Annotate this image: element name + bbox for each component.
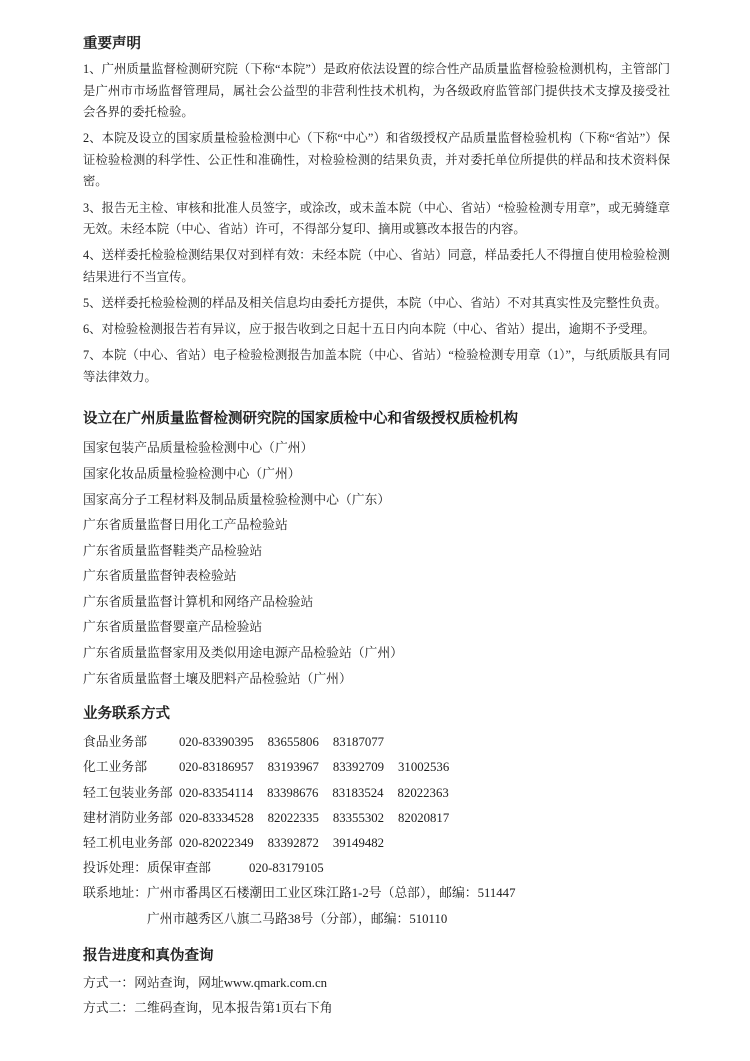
- contact-row: [83, 781, 670, 806]
- institution-item: 广东省质量监督日用化工产品检验站: [83, 518, 288, 533]
- phone-number: 82020817: [398, 810, 450, 825]
- institution-item: 广东省质量监督家用及类似用途电源产品检验站（广州）: [83, 646, 403, 661]
- institution-item: 国家高分子工程材料及制品质量检验检测中心（广东）: [83, 492, 391, 507]
- institution-item: 广东省质量监督土壤及肥料产品检验站（广州）: [83, 671, 352, 686]
- department-name: 化工业务部: [83, 760, 147, 775]
- report-query-heading: 报告进度和真伪查询: [83, 947, 214, 964]
- report-query-section: [83, 948, 670, 1021]
- statement-item: 5、送样委托检验检测的样品及相关信息均由委托方提供，本院（中心、省站）不对其真实性及完整性负责。: [83, 295, 668, 310]
- statement-item: 2、本院及设立的国家质量检验检测中心（下称“中心”）和省级授权产品质量监督检验机构（下称“省站”）保证检验检测的科学性、公正性和准确性，对检验检测的结果负责，并对委托单位所提供的样品和技术资料保密。: [83, 131, 670, 189]
- complaint-department: 质保审查部: [146, 861, 211, 876]
- phone-number-group: [179, 806, 463, 831]
- department-name: 建材消防业务部: [83, 810, 173, 825]
- phone-number: 83398676: [267, 785, 319, 800]
- department-name: 轻工包装业务部: [83, 785, 173, 800]
- query-method-item: 方式一：网站查询，网址www.qmark.com.cn: [83, 975, 328, 990]
- complaint-phone: 020-83179105: [248, 861, 324, 876]
- query-method-item: 方式二：二维码查询，见本报告第1页右下角: [83, 1001, 333, 1016]
- statement-list: [83, 59, 670, 388]
- institution-item: 广东省质量监督钟表检验站: [83, 569, 237, 584]
- institutions-section: [83, 411, 670, 692]
- department-name: 轻工机电业务部: [83, 836, 173, 851]
- address-row: [83, 881, 670, 931]
- phone-number: 83193967: [267, 760, 319, 775]
- phone-number: 020-83390395: [179, 735, 254, 750]
- phone-number: 020-82022349: [179, 836, 254, 851]
- phone-number-group: [179, 781, 463, 806]
- address-line: 广州市越秀区八旗二马路38号（分部），邮编：510110: [146, 911, 448, 926]
- phone-number: 82022335: [267, 810, 319, 825]
- phone-number-group: [179, 831, 398, 856]
- phone-number: 39149482: [332, 836, 385, 851]
- contact-row: [83, 755, 670, 780]
- statement-item: 3、报告无主检、审核和批准人员签字，或涂改，或未盖本院（中心、省站）“检验检测专用章”，或无骑缝章无效。未经本院（中心、省站）许可，不得部分复印、摘用或篡改本报告的内容。: [83, 200, 670, 237]
- phone-number-group: [179, 730, 398, 755]
- institution-item: 国家化妆品质量检验检测中心（广州）: [83, 466, 301, 481]
- phone-number: 020-83186957: [179, 760, 254, 775]
- statement-item: 6、对检验检测报告若有异议，应于报告收到之日起十五日内向本院（中心、省站）提出，逾期不予受理。: [83, 322, 655, 337]
- phone-number: 83392709: [332, 760, 385, 775]
- institution-item: 广东省质量监督鞋类产品检验站: [83, 543, 263, 558]
- institution-item: 广东省质量监督计算机和网络产品检验站: [83, 594, 314, 609]
- address-lines: [147, 881, 516, 931]
- contacts-section: [83, 706, 670, 932]
- institutions-heading: 设立在广州质量监督检测研究院的国家质检中心和省级授权质检机构: [83, 411, 518, 428]
- contact-row: [83, 730, 670, 755]
- statement-item: 4、送样委托检验检测结果仅对到样有效：未经本院（中心、省站）同意，样品委托人不得擅自使用检验检测结果进行不当宣传。: [83, 248, 670, 284]
- contact-row: [83, 831, 670, 856]
- address-line: 广州市番禺区石楼潮田工业区珠江路1-2号（总部），邮编：511447: [146, 886, 516, 901]
- institution-list: [83, 436, 670, 692]
- important-statement-section: [83, 36, 670, 388]
- institution-item: 国家包装产品质量检验检测中心（广州）: [83, 441, 314, 456]
- phone-number: 83187077: [332, 735, 385, 750]
- important-statement-heading: 重要声明: [83, 36, 141, 52]
- phone-number: 83392872: [267, 836, 319, 851]
- phone-number: 31002536: [398, 760, 450, 775]
- phone-number: 020-83334528: [179, 810, 254, 825]
- phone-number: 83355302: [332, 810, 385, 825]
- phone-number: 83183524: [332, 785, 384, 800]
- complaint-row: [83, 856, 670, 881]
- contact-department-rows: [83, 730, 670, 856]
- phone-number: 82022363: [397, 785, 449, 800]
- query-method-list: [83, 971, 670, 1021]
- complaint-label: 投诉处理：: [83, 861, 147, 876]
- statement-item: 7、本院（中心、省站）电子检验检测报告加盖本院（中心、省站）“检验检测专用章（1）”，与纸质版具有同等法律效力。: [83, 348, 670, 384]
- phone-number: 020-83354114: [179, 785, 254, 800]
- contact-row: [83, 806, 670, 831]
- statement-item: 1、广州质量监督检测研究院（下称“本院”）是政府依法设置的综合性产品质量监督检验检测机构，主管部门是广州市市场监督管理局，属社会公益型的非营利性技术机构，为各级政府监管部门提供技术支撑及接受社会各界的委托检验。: [83, 62, 670, 120]
- phone-number: 83655806: [267, 735, 319, 750]
- institution-item: 广东省质量监督婴童产品检验站: [83, 620, 263, 635]
- phone-number-group: [179, 755, 463, 780]
- department-name: 食品业务部: [83, 735, 147, 750]
- contacts-heading: 业务联系方式: [83, 706, 170, 723]
- address-label: 联系地址：: [83, 886, 147, 901]
